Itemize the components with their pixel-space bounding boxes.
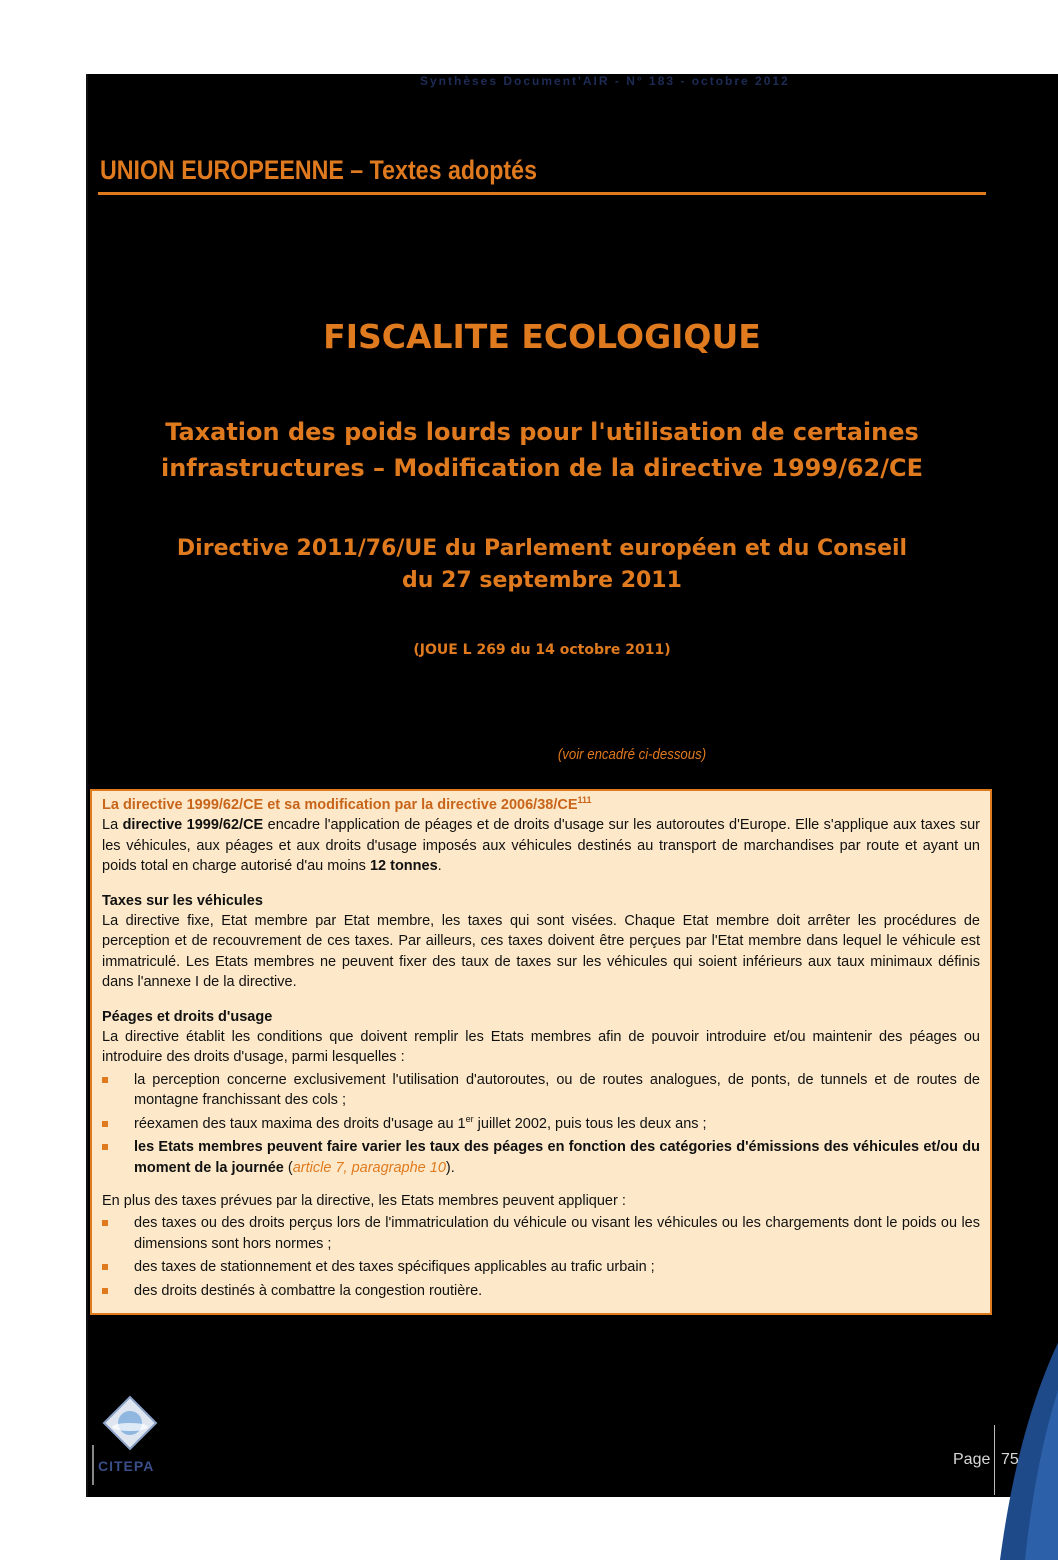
bullet-icon	[102, 1121, 108, 1127]
list-item-text: des taxes ou des droits perçus lors de l'immatriculation du véhicule ou visant les véhicules ou les chargements dont le poids ou les dimensions sont hors normes ;	[134, 1215, 980, 1252]
taxes-heading: Taxes sur les véhicules	[102, 892, 263, 909]
list-item	[102, 1114, 980, 1134]
conditions-list	[102, 1070, 980, 1178]
section-divider	[98, 192, 986, 195]
plus-paragraph: En plus des taxes prévues par la directive, les Etats membres peuvent appliquer :	[102, 1192, 626, 1209]
taxes-paragraph: La directive fixe, Etat membre par Etat membre, les taxes qui sont visées. Chaque Etat membre doit arrêter les procédures de perception et de recouvrement de ces taxes. Par ailleurs, ces taxes doivent être perçues par l'Etat membre dans lequel le véhicule est immatriculé. Les Etats membres ne peuvent fixer des taux de taxes sur les véhicules qui soient inférieurs aux taux minimaux définis dans l'annexe I de la directive.	[102, 913, 980, 991]
running-header: Synthèses Document'AIR - N° 183 - octobre 2012	[420, 74, 790, 88]
list-item-text: des droits destinés à combattre la congestion routière.	[134, 1282, 483, 1299]
logo-text: CITEPA	[98, 1458, 155, 1474]
footnote-ref[interactable]: 111	[577, 795, 592, 806]
intro-text-a: La	[102, 817, 123, 834]
page-left-border	[86, 74, 88, 1497]
ordinal-sup: er	[465, 1113, 474, 1124]
bullet-icon	[102, 1288, 108, 1294]
additional-taxes-list	[102, 1213, 980, 1301]
intro-text-c: encadre l'application de péages et de droits d'usage sur les autoroutes d'Europe. Elle s'applique aux taxes sur les véhicules, aux péages et aux droits d'usage imposés aux véhicules destinés au transport de marchandises par route et ayant un poids total en charge autorisé d'au moins	[102, 817, 980, 875]
article-reference: article 7, paragraphe 10	[292, 1159, 446, 1176]
intro-text-e: .	[437, 858, 442, 875]
bullet-icon	[102, 1144, 108, 1150]
box-intro	[102, 815, 980, 876]
directive-reference	[86, 533, 998, 597]
page-label: Page	[953, 1451, 991, 1468]
decorative-swoosh	[930, 1260, 1058, 1560]
list-item-tail: juillet 2002, puis tous les deux ans ;	[473, 1115, 707, 1132]
peages-heading: Péages et droits d'usage	[102, 1008, 273, 1025]
list-item	[102, 1257, 980, 1277]
see-box-note: (voir encadré ci-dessous)	[557, 746, 707, 763]
ref-close: ).	[445, 1159, 455, 1176]
intro-weight: 12 tonnes	[369, 858, 438, 875]
peages-paragraph: La directive établit les conditions que doivent remplir les Etats membres afin de pouvoir introduire et/ou maintenir des péages ou introduire des droits d'usage, parmi lesquelles :	[102, 1029, 980, 1066]
page-number: 75	[1001, 1451, 1019, 1468]
box-heading	[102, 795, 980, 815]
list-item	[102, 1137, 980, 1178]
list-item-text: réexamen des taux maxima des droits d'usage au 1	[134, 1115, 466, 1132]
document-subtitle	[86, 414, 998, 486]
intro-directive: directive 1999/62/CE	[122, 817, 264, 834]
journal-reference: (JOUE L 269 du 14 octobre 2011)	[413, 642, 671, 658]
list-item	[102, 1281, 980, 1301]
list-item	[102, 1070, 980, 1111]
page-number-separator	[994, 1425, 995, 1495]
bullet-icon	[102, 1220, 108, 1226]
list-item	[102, 1213, 980, 1254]
list-item-text-bold: les Etats membres peuvent faire varier les taux des péages en fonction des catégories d'émissions des véhicules et/ou du moment de la journée	[134, 1139, 980, 1176]
subtitle-line-1: Taxation des poids lourds pour l'utilisation de certaines	[165, 418, 919, 446]
directive-line-2: du 27 septembre 2011	[402, 568, 682, 593]
list-item-text: la perception concerne exclusivement l'utilisation d'autoroutes, ou de routes analogues, de ponts, de tunnels et de routes de montagne franchissant des cols ;	[134, 1071, 980, 1109]
document-title: FISCALITE ECOLOGIQUE	[323, 317, 761, 356]
section-title: UNION EUROPEENNE – Textes adoptés	[100, 155, 537, 185]
bullet-icon	[102, 1077, 108, 1083]
bullet-icon	[102, 1264, 108, 1270]
logo-divider	[92, 1445, 94, 1485]
box-heading-text: La directive 1999/62/CE et sa modification par la directive 2006/38/CE	[102, 797, 578, 813]
list-item-text: des taxes de stationnement et des taxes spécifiques applicables au trafic urbain ;	[134, 1259, 655, 1276]
subtitle-line-2: infrastructures – Modification de la directive 1999/62/CE	[160, 454, 924, 482]
directive-line-1: Directive 2011/76/UE du Parlement européen et du Conseil	[176, 536, 908, 561]
ref-open: (	[283, 1159, 293, 1176]
info-box	[90, 789, 992, 1315]
